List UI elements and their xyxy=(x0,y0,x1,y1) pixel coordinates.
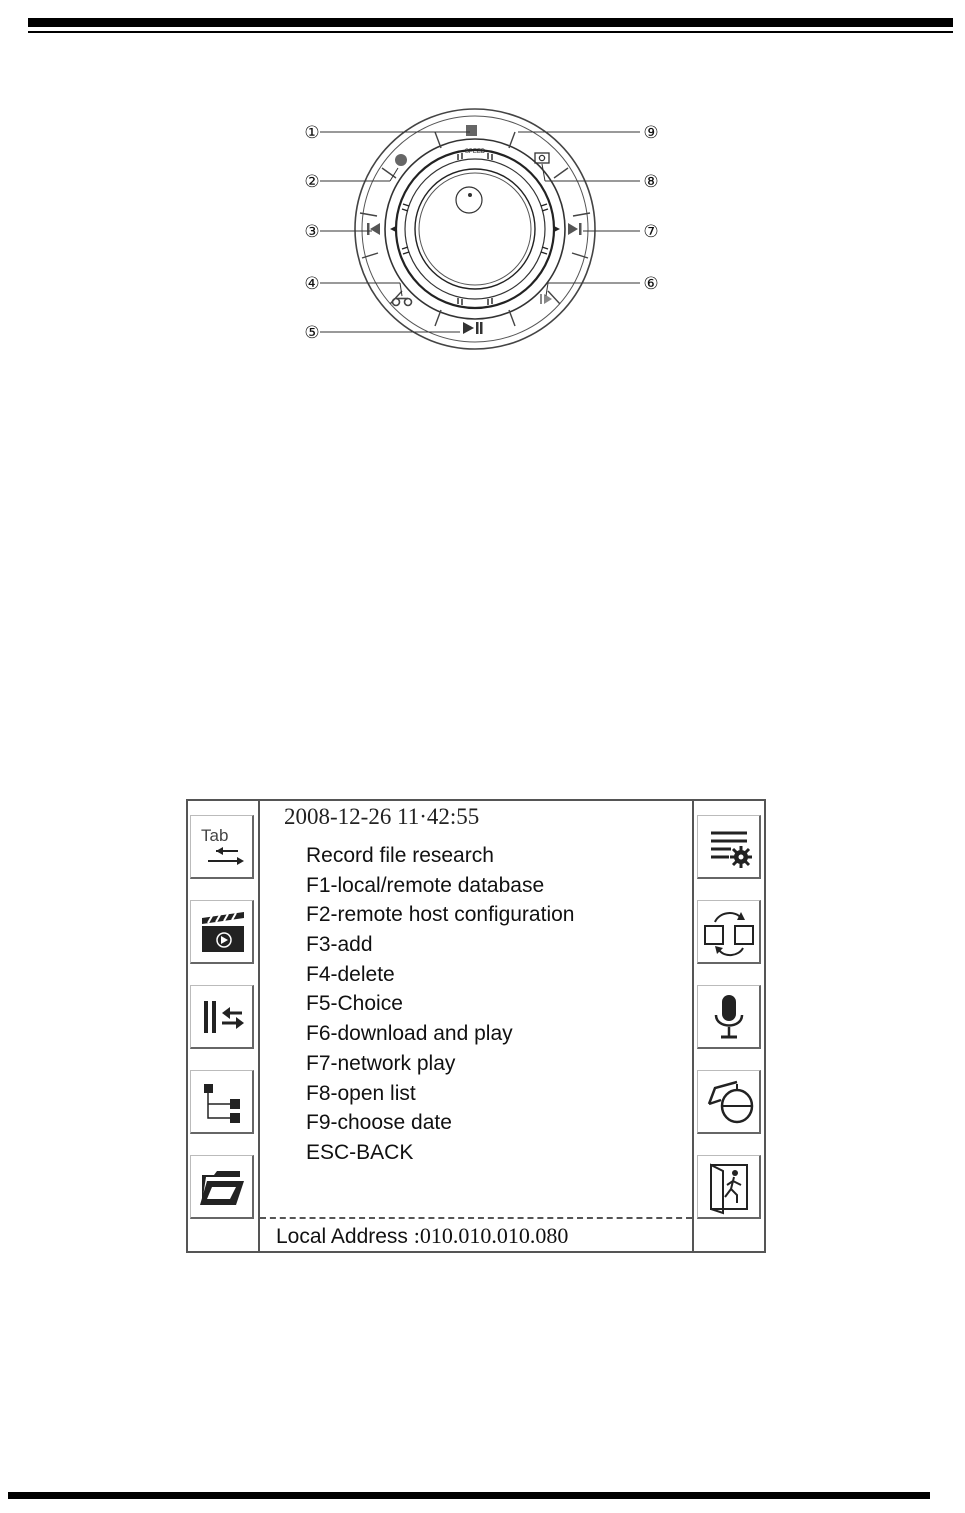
pause-switch-button[interactable] xyxy=(190,985,254,1049)
menu-item-f7[interactable]: F7-network play xyxy=(306,1051,456,1075)
callout-2: ② xyxy=(304,172,320,192)
tree-view-icon xyxy=(194,1074,250,1130)
callout-4: ④ xyxy=(304,274,320,294)
exit-door-icon xyxy=(701,1159,757,1215)
microphone-button[interactable] xyxy=(697,985,761,1049)
sync-transfer-button[interactable] xyxy=(697,900,761,964)
menu-item-f2[interactable]: F2-remote host configuration xyxy=(306,903,575,927)
sync-transfer-icon xyxy=(701,904,757,960)
pause-switch-icon xyxy=(194,989,250,1045)
tree-view-button[interactable] xyxy=(190,1070,254,1134)
open-folder-button[interactable] xyxy=(190,1155,254,1219)
top-rule xyxy=(28,18,953,27)
frame-back-icon xyxy=(367,223,380,235)
clapperboard-icon xyxy=(194,904,250,960)
address-label: Local Address xyxy=(276,1225,408,1248)
callout-6: ⑥ xyxy=(643,274,659,294)
svg-text:Tab: Tab xyxy=(200,825,228,845)
left-toolbar xyxy=(188,801,260,1251)
callout-1: ① xyxy=(304,123,320,143)
playback-button[interactable] xyxy=(190,900,254,964)
jog-shuttle-dial xyxy=(290,108,680,360)
menu-item-esc[interactable]: ESC-BACK xyxy=(306,1140,414,1164)
function-menu xyxy=(306,841,574,1168)
settings-list-icon xyxy=(701,819,757,875)
right-toolbar xyxy=(692,801,764,1251)
bottom-rule xyxy=(8,1492,930,1499)
callout-8: ⑧ xyxy=(643,172,659,192)
speed-label: SPEED xyxy=(464,149,486,155)
menu-item-f8[interactable]: F8-open list xyxy=(306,1081,416,1105)
menu-item-f6[interactable]: F6-download and play xyxy=(306,1022,513,1046)
menu-title: Record file research xyxy=(306,844,494,867)
ptz-camera-icon xyxy=(701,1074,757,1130)
exit-button[interactable] xyxy=(697,1155,761,1219)
tab-switch-icon xyxy=(194,819,250,875)
microphone-icon xyxy=(701,989,757,1045)
dvr-record-search-screen xyxy=(186,799,766,1253)
callout-5: ⑤ xyxy=(304,323,320,343)
record-icon xyxy=(395,154,407,166)
datetime-display: 2008-12-26 11·42:55 xyxy=(284,804,480,829)
status-divider xyxy=(260,1217,692,1219)
menu-item-f5[interactable]: F5-Choice xyxy=(306,992,403,1016)
tab-switch-button[interactable] xyxy=(190,815,254,879)
folder-icon xyxy=(194,1159,250,1215)
callout-7: ⑦ xyxy=(643,222,659,242)
local-address xyxy=(276,1223,568,1249)
menu-item-f9[interactable]: F9-choose date xyxy=(306,1111,452,1135)
callout-3: ③ xyxy=(304,222,320,242)
callout-9: ⑨ xyxy=(643,123,659,143)
address-value: :010.010.010.080 xyxy=(413,1223,569,1248)
settings-list-button[interactable] xyxy=(697,815,761,879)
play-pause-icon xyxy=(463,322,483,334)
top-rule-thin xyxy=(28,31,953,33)
menu-item-f3[interactable]: F3-add xyxy=(306,933,373,957)
stop-icon xyxy=(466,125,477,136)
snapshot-icon xyxy=(535,153,549,163)
search-playback-icon xyxy=(393,299,412,306)
menu-item-f4[interactable]: F4-delete xyxy=(306,962,395,986)
ptz-control-button[interactable] xyxy=(697,1070,761,1134)
frame-forward-icon xyxy=(568,223,582,235)
menu-item-f1[interactable]: F1-local/remote database xyxy=(306,873,545,897)
